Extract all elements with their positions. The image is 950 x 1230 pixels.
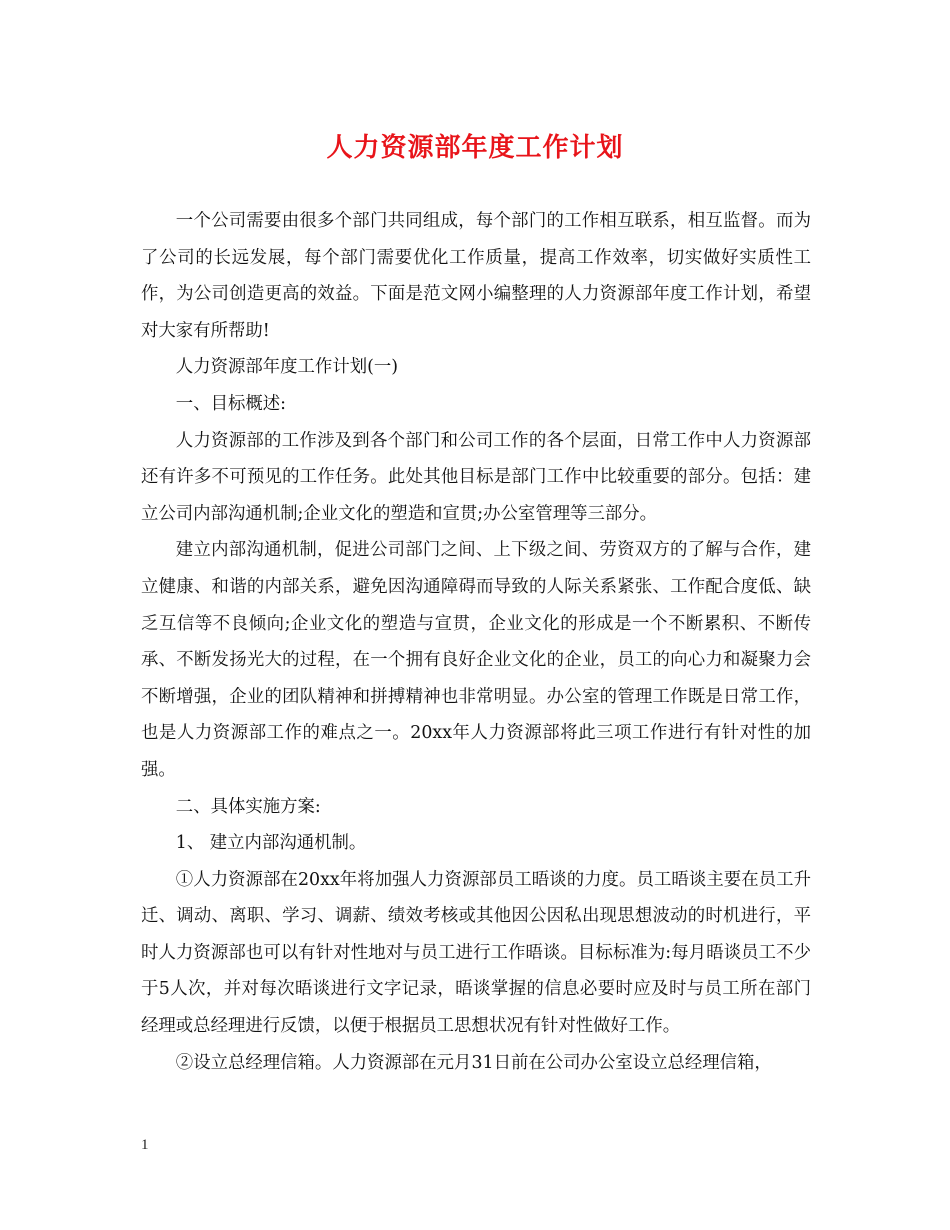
paragraph-item-1-heading: 1、 建立内部沟通机制。 <box>175 833 367 854</box>
paragraph-intro: 一个公司需要由很多个部门共同组成，每个部门的工作相互联系，相互监督。而为了公司的长远发展，每个部门需要优化工作质量，提高工作效率，切实做好实质性工作，为公司创造更高的效益。下面是范文网小编整理的人力资源部年度工作计划，希望对大家有所帮助! <box>141 211 811 341</box>
paragraph-plan-heading: 人力资源部年度工作计划(一) <box>175 357 399 378</box>
page-number: 1 <box>141 1137 149 1153</box>
paragraph-objectives: 人力资源部的工作涉及到各个部门和公司工作的各个层面，日常工作中人力资源部还有许多不可预见的工作任务。此处其他目标是部门工作中比较重要的部分。包括：建立公司内部沟通机制;企业文化的塑造和宣贯;办公室管理等三部分。 <box>141 430 811 524</box>
paragraph-section-1-heading: 一、目标概述: <box>175 393 287 414</box>
document-body <box>141 203 811 1081</box>
paragraph-item-interviews: ①人力资源部在20xx年将加强人力资源部员工晤谈的力度。员工晤谈主要在员工升迁、调动、离职、学习、调薪、绩效考核或其他因公因私出现思想波动的时机进行，平时人力资源部也可以有针对性地对与员工进行工作晤谈。目标标准为:每月晤谈员工不少于5人次，并对每次晤谈进行文字记录，晤谈掌握的信息必要时应及时与员工所在部门经理或总经理进行反馈，以便于根据员工思想状况有针对性做好工作。 <box>141 869 811 1037</box>
document-title: 人力资源部年度工作计划 <box>326 133 624 163</box>
paragraph-section-2-heading: 二、具体实施方案: <box>175 796 321 817</box>
paragraph-communication: 建立内部沟通机制，促进公司部门之间、上下级之间、劳资双方的了解与合作，建立健康、和谐的内部关系，避免因沟通障碍而导致的人际关系紧张、工作配合度低、缺乏互信等不良倾向;企业文化的塑造与宣贯，企业文化的形成是一个不断累积、不断传承、不断发扬光大的过程，在一个拥有良好企业文化的企业，员工的向心力和凝聚力会不断增强，企业的团队精神和拼搏精神也非常明显。办公室的管理工作既是日常工作，也是人力资源部工作的难点之一。20xx年人力资源部将此三项工作进行有针对性的加强。 <box>141 540 811 780</box>
paragraph-item-mailbox: ②设立总经理信箱。人力资源部在元月31日前在公司办公室设立总经理信箱， <box>175 1052 772 1073</box>
